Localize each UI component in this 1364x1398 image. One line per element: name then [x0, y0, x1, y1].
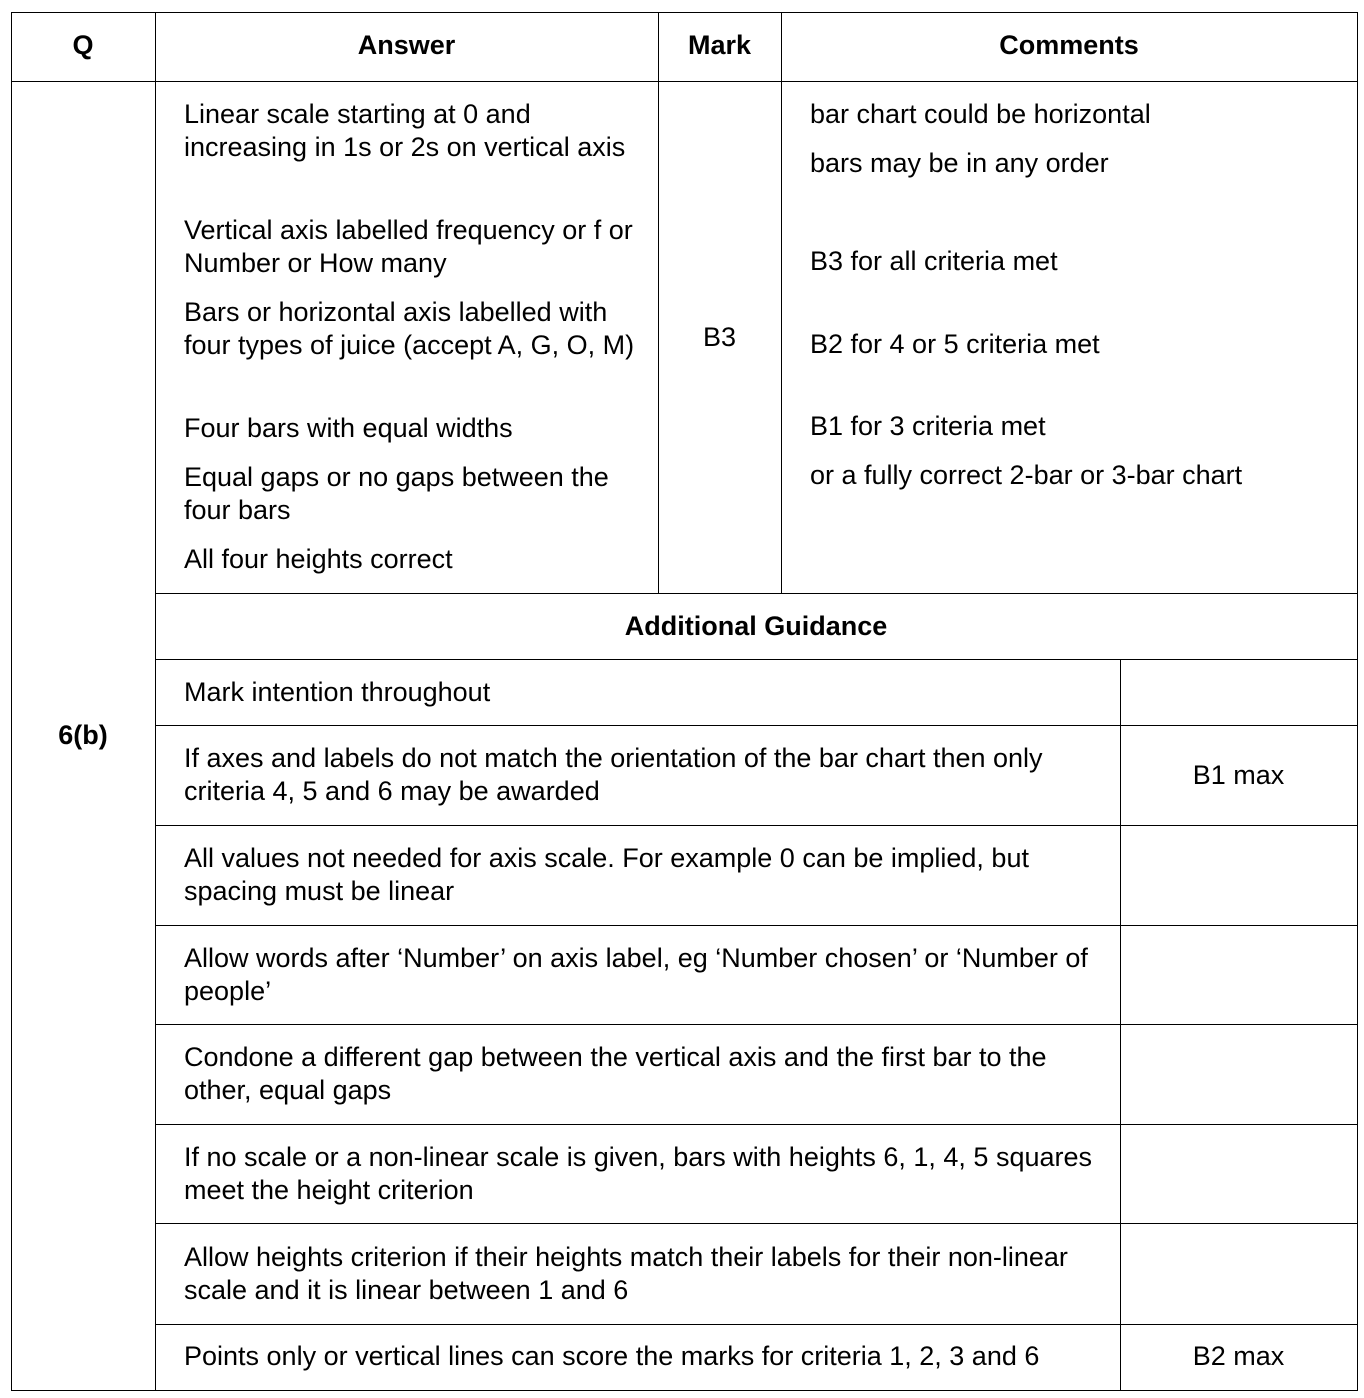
guidance-row-5-text: Condone a different gap between the vertical axis and the first bar to the other, equal gaps — [184, 1042, 1047, 1105]
header-q: Q — [72, 30, 94, 60]
comment-2: bars may be in any order — [810, 148, 1109, 178]
guidance-row-2-text: If axes and labels do not match the orientation of the bar chart then only criteria 4, 5 and 6 may be awarded — [184, 743, 1043, 806]
header-answer: Answer — [357, 30, 456, 60]
guidance-row-6-text: If no scale or a non-linear scale is given, bars with heights 6, 1, 4, 5 squares meet the height criterion — [184, 1142, 1092, 1205]
guidance-row-8-text: Points only or vertical lines can score the marks for criteria 1, 2, 3 and 6 — [184, 1341, 1040, 1371]
answer-criterion-3: Bars or horizontal axis labelled with four types of juice (accept A, G, O, M) — [184, 297, 635, 360]
question-number: 6(b) — [58, 720, 108, 750]
guidance-row-7-text: Allow heights criterion if their heights match their labels for their non-linear scale and it is linear between 1 and 6 — [184, 1242, 1068, 1305]
q-column-border — [155, 12, 156, 1391]
answer-criterion-2: Vertical axis labelled frequency or f or Number or How many — [184, 215, 633, 278]
guidance-row-2-mark: B1 max — [1192, 760, 1285, 790]
comment-3: B3 for all criteria met — [810, 246, 1058, 276]
comment-1: bar chart could be horizontal — [810, 99, 1151, 129]
mark-value: B3 — [702, 322, 737, 352]
additional-guidance-title: Additional Guidance — [624, 611, 888, 641]
comment-5: B1 for 3 criteria met — [810, 411, 1046, 441]
table-bottom-border — [11, 1390, 1358, 1391]
header-bottom-border — [11, 81, 1358, 82]
table-right-border — [1357, 12, 1358, 1391]
answer-criterion-4: Four bars with equal widths — [184, 413, 513, 443]
guidance-row-8-mark: B2 max — [1192, 1341, 1285, 1371]
header-comments: Comments — [999, 30, 1139, 60]
mark-column-border — [781, 12, 782, 594]
guidance-row-border-5 — [155, 1124, 1358, 1125]
header-mark: Mark — [687, 30, 752, 60]
comment-6: or a fully correct 2-bar or 3-bar chart — [810, 460, 1243, 490]
answer-criterion-6: All four heights correct — [184, 544, 453, 574]
table-top-border — [11, 12, 1358, 13]
table-left-border — [11, 12, 12, 1391]
guidance-title-bottom-border — [155, 659, 1358, 660]
guidance-row-1-text: Mark intention throughout — [184, 677, 491, 707]
guidance-row-border-3 — [155, 925, 1358, 926]
guidance-row-border-1 — [155, 725, 1358, 726]
guidance-row-border-2 — [155, 825, 1358, 826]
guidance-row-4-text: Allow words after ‘Number’ on axis label, eg ‘Number chosen’ or ‘Number of people’ — [184, 943, 1088, 1006]
answer-column-border — [658, 12, 659, 594]
guidance-row-3-text: All values not needed for axis scale. For example 0 can be implied, but spacing must be linear — [184, 843, 1029, 906]
comment-4: B2 for 4 or 5 criteria met — [810, 329, 1100, 359]
guidance-row-border-4 — [155, 1024, 1358, 1025]
answer-criterion-5: Equal gaps or no gaps between the four bars — [184, 462, 609, 525]
guidance-row-border-6 — [155, 1223, 1358, 1224]
guidance-row-border-7 — [155, 1324, 1358, 1325]
answer-criterion-1: Linear scale starting at 0 and increasing in 1s or 2s on vertical axis — [184, 99, 626, 162]
answer-row-bottom-border — [155, 593, 1358, 594]
